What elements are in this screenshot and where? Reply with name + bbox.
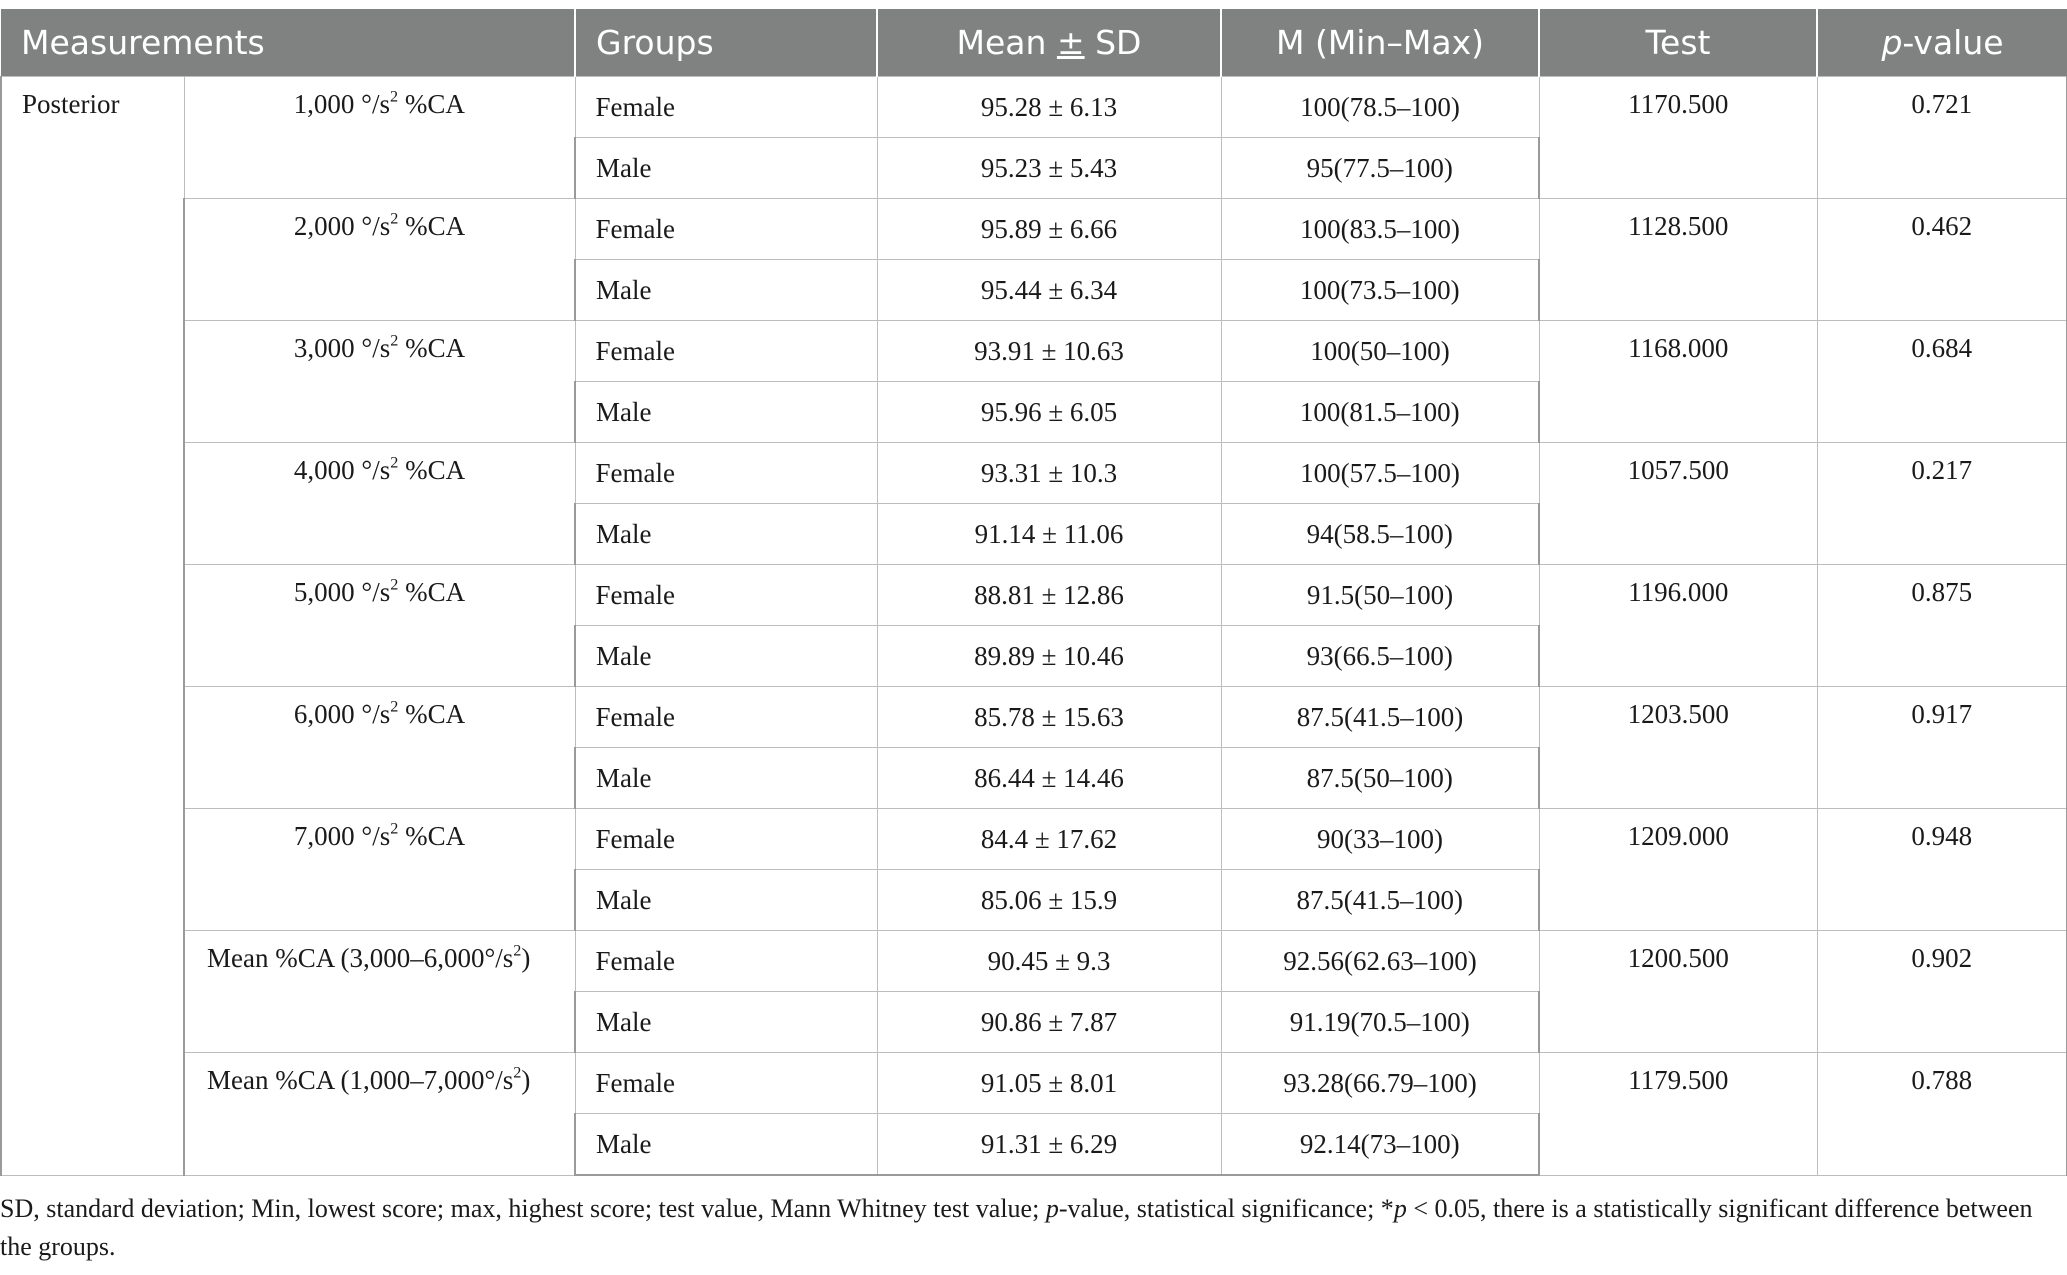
measure-label-sup: 2	[513, 941, 522, 960]
measure-label-tail: %CA	[398, 821, 466, 851]
measure-label-main: Mean %CA (1,000–7,000°/s	[207, 1065, 514, 1095]
group-cell: Female	[575, 77, 877, 138]
group-cell: Male	[575, 382, 877, 443]
header-median-range: M (Min–Max)	[1221, 9, 1539, 77]
median-range-cell: 100(57.5–100)	[1221, 443, 1539, 504]
p-value-cell: 0.948	[1817, 809, 2067, 931]
group-cell: Male	[575, 1114, 877, 1176]
mean-sd-cell: 93.91 ± 10.63	[877, 321, 1221, 382]
median-range-cell: 93.28(66.79–100)	[1221, 1053, 1539, 1114]
measure-label-main: 5,000 °/s	[293, 577, 391, 607]
median-range-cell: 91.19(70.5–100)	[1221, 992, 1539, 1053]
test-value-cell: 1196.000	[1539, 565, 1817, 687]
measure-label	[184, 565, 575, 687]
measure-label-tail: %CA	[398, 333, 466, 363]
group-cell: Male	[575, 626, 877, 687]
measure-label-tail: %CA	[398, 699, 466, 729]
measure-label-main: 4,000 °/s	[293, 455, 391, 485]
group-cell: Female	[575, 1053, 877, 1114]
mean-sd-cell: 93.31 ± 10.3	[877, 443, 1221, 504]
footnote-p2: p	[1393, 1194, 1407, 1223]
footnote-part2: -value, statistical significance; *	[1058, 1194, 1394, 1223]
group-cell: Male	[575, 748, 877, 809]
mean-sd-cell: 89.89 ± 10.46	[877, 626, 1221, 687]
measure-label-sup: 2	[389, 87, 399, 106]
group-cell: Male	[575, 504, 877, 565]
measure-label-sup: 2	[390, 819, 399, 838]
test-value-cell: 1057.500	[1539, 443, 1817, 565]
measure-label	[184, 199, 575, 321]
group-cell: Male	[575, 260, 877, 321]
mean-sd-cell: 90.86 ± 7.87	[877, 992, 1221, 1053]
group-cell: Female	[575, 565, 877, 626]
median-range-cell: 93(66.5–100)	[1221, 626, 1539, 687]
table-row	[1, 443, 2067, 504]
median-range-cell: 95(77.5–100)	[1221, 138, 1539, 199]
table-row	[1, 565, 2067, 626]
measure-label	[184, 321, 575, 443]
table-footnote	[0, 1190, 2060, 1266]
mean-sd-cell: 85.06 ± 15.9	[877, 870, 1221, 931]
footnote-p1: p	[1045, 1194, 1059, 1223]
statistics-table	[0, 9, 2067, 1176]
table-row	[1, 77, 2067, 138]
measure-label	[184, 687, 575, 809]
measure-label-sup: 2	[390, 697, 399, 716]
header-p-value-suffix: -value	[1902, 23, 2004, 62]
table-row	[1, 931, 2067, 992]
measure-label	[184, 809, 575, 931]
p-value-cell: 0.684	[1817, 321, 2067, 443]
mean-sd-cell: 95.44 ± 6.34	[877, 260, 1221, 321]
test-value-cell: 1209.000	[1539, 809, 1817, 931]
mean-sd-cell: 85.78 ± 15.63	[877, 687, 1221, 748]
median-range-cell: 87.5(41.5–100)	[1221, 870, 1539, 931]
measure-label-tail: %CA	[398, 211, 466, 241]
footnote-part3: < 0.05, there is a statistically significant difference between the groups.	[0, 1194, 2033, 1261]
table-row	[1, 687, 2067, 748]
test-value-cell: 1203.500	[1539, 687, 1817, 809]
measure-label-main: 1,000 °/s	[293, 89, 390, 119]
test-value-cell: 1200.500	[1539, 931, 1817, 1053]
median-range-cell: 87.5(50–100)	[1221, 748, 1539, 809]
group-cell: Female	[575, 321, 877, 382]
measure-label-sup: 2	[390, 453, 399, 472]
median-range-cell: 100(73.5–100)	[1221, 260, 1539, 321]
header-measurements: Measurements	[1, 9, 575, 77]
measure-label	[184, 443, 575, 565]
median-range-cell: 92.56(62.63–100)	[1221, 931, 1539, 992]
p-value-cell: 0.721	[1817, 77, 2067, 199]
measurement-cell: Posterior	[1, 77, 184, 1176]
measure-label-main: 3,000 °/s	[293, 333, 391, 363]
mean-sd-cell: 84.4 ± 17.62	[877, 809, 1221, 870]
header-mean-sd-suffix: SD	[1084, 23, 1142, 62]
p-value-cell: 0.917	[1817, 687, 2067, 809]
measure-label-main: Mean %CA (3,000–6,000°/s	[207, 943, 514, 973]
header-mean-sd-prefix: Mean	[956, 23, 1057, 62]
table-row	[1, 321, 2067, 382]
mean-sd-cell: 90.45 ± 9.3	[877, 931, 1221, 992]
mean-sd-cell: 95.89 ± 6.66	[877, 199, 1221, 260]
group-cell: Male	[575, 992, 877, 1053]
table-row	[1, 809, 2067, 870]
header-row	[1, 9, 2067, 77]
mean-sd-cell: 91.05 ± 8.01	[877, 1053, 1221, 1114]
p-value-cell: 0.902	[1817, 931, 2067, 1053]
group-cell: Female	[575, 199, 877, 260]
median-range-cell: 100(78.5–100)	[1221, 77, 1539, 138]
table-body	[1, 77, 2067, 1176]
test-value-cell: 1168.000	[1539, 321, 1817, 443]
measure-label-tail: )	[521, 943, 531, 973]
measure-label-tail: %CA	[398, 455, 466, 485]
header-mean-sd	[877, 9, 1221, 77]
mean-sd-cell: 86.44 ± 14.46	[877, 748, 1221, 809]
test-value-cell: 1179.500	[1539, 1053, 1817, 1176]
footnote-part1: SD, standard deviation; Min, lowest score; max, highest score; test value, Mann Whitney test value;	[0, 1194, 1046, 1223]
table-row	[1, 199, 2067, 260]
measure-label-sup: 2	[390, 331, 399, 350]
mean-sd-cell: 95.23 ± 5.43	[877, 138, 1221, 199]
median-range-cell: 100(50–100)	[1221, 321, 1539, 382]
median-range-cell: 87.5(41.5–100)	[1221, 687, 1539, 748]
group-cell: Female	[575, 931, 877, 992]
mean-sd-cell: 91.14 ± 11.06	[877, 504, 1221, 565]
test-value-cell: 1128.500	[1539, 199, 1817, 321]
group-cell: Female	[575, 687, 877, 748]
measure-label-tail: %CA	[398, 577, 466, 607]
mean-sd-cell: 91.31 ± 6.29	[877, 1114, 1221, 1176]
p-value-cell: 0.462	[1817, 199, 2067, 321]
measure-label-sup: 2	[390, 209, 399, 228]
p-value-cell: 0.217	[1817, 443, 2067, 565]
median-range-cell: 100(81.5–100)	[1221, 382, 1539, 443]
median-range-cell: 92.14(73–100)	[1221, 1114, 1539, 1176]
group-cell: Male	[575, 870, 877, 931]
measure-label	[184, 1053, 575, 1176]
measure-label	[184, 931, 575, 1053]
header-test: Test	[1539, 9, 1817, 77]
median-range-cell: 91.5(50–100)	[1221, 565, 1539, 626]
median-range-cell: 100(83.5–100)	[1221, 199, 1539, 260]
group-cell: Male	[575, 138, 877, 199]
measure-label-main: 7,000 °/s	[293, 821, 391, 851]
measure-label-tail: %CA	[398, 89, 465, 119]
measure-label-sup: 2	[513, 1063, 522, 1082]
measure-label-main: 6,000 °/s	[293, 699, 391, 729]
p-value-cell: 0.875	[1817, 565, 2067, 687]
header-mean-sd-pm: ±	[1056, 23, 1085, 62]
median-range-cell: 90(33–100)	[1221, 809, 1539, 870]
p-value-cell: 0.788	[1817, 1053, 2067, 1176]
median-range-cell: 94(58.5–100)	[1221, 504, 1539, 565]
measure-label-tail: )	[521, 1065, 531, 1095]
measure-label	[184, 77, 575, 199]
measure-label-sup: 2	[390, 575, 399, 594]
test-value-cell: 1170.500	[1539, 77, 1817, 199]
header-p-value-p: p	[1881, 23, 1903, 62]
header-p-value	[1817, 9, 2067, 77]
group-cell: Female	[575, 443, 877, 504]
mean-sd-cell: 88.81 ± 12.86	[877, 565, 1221, 626]
mean-sd-cell: 95.96 ± 6.05	[877, 382, 1221, 443]
measure-label-main: 2,000 °/s	[293, 211, 391, 241]
group-cell: Female	[575, 809, 877, 870]
mean-sd-cell: 95.28 ± 6.13	[877, 77, 1221, 138]
table-row	[1, 1053, 2067, 1114]
header-groups: Groups	[575, 9, 877, 77]
